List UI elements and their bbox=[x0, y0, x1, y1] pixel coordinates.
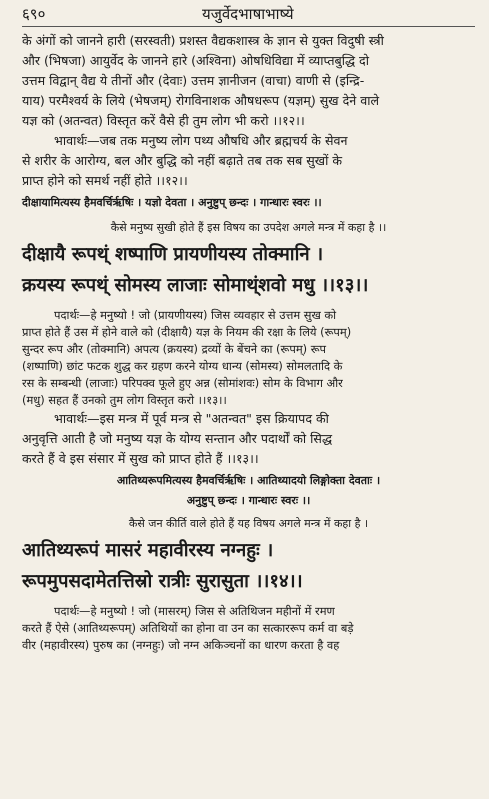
mantra-line: रूपमुपसदामेतत्तिस्रो रात्रीः सुरासुता ।।१४।। bbox=[22, 571, 303, 592]
text-line: सुन्दर रूप और (तोक्मानि) अपत्य (क्रयस्य) द्रव्यों के बेंचने का (रूपम्) रूप bbox=[22, 342, 327, 356]
text-line: और (भिषजा) आयुर्वेद के जानने हारे (अश्विना) ओषधिविद्या में व्याप्तबुद्धि दो bbox=[22, 53, 369, 68]
text-line: रस के सम्बन्धी (लाजाः) परिपक्व फूले हुए अन्न (सोमांशवः) सोम के विभाग और bbox=[22, 376, 343, 390]
page-number: ६९० bbox=[22, 5, 46, 23]
text-line: (शष्पाणि) छांट फटक शुद्ध कर ग्रहण करने योग्य धान्य (सोमस्य) सोमलतादि के bbox=[22, 359, 343, 373]
text-line: वीर (महावीरस्य) पुरुष का (नग्नहुः) जो नग्न अकिञ्चनों का धारण करता है वह bbox=[22, 638, 340, 652]
text-line: प्राप्त होने को समर्थ नहीं होते ।।१२।। bbox=[22, 173, 188, 188]
text-line: उत्तम विद्वान् वैद्य ये तीनों और (देवाः) उत्तम ज्ञानीजन (वाचा) वाणी से (इन्द्रि- bbox=[22, 73, 365, 88]
mantra-14 bbox=[22, 535, 475, 597]
bhavartha-1 bbox=[22, 131, 475, 191]
text-line: पदार्थः—हे मनुष्यो ! जो (प्रायणीयस्य) जिस व्यवहार से उत्तम सुख को bbox=[54, 308, 337, 322]
rishi-devata-line-1: दीक्षायामित्यस्य हैमवर्चिर्ऋषिः । यज्ञो देवता । अनुष्टुप् छन्दः । गान्धारः स्वरः ।। bbox=[22, 196, 322, 209]
rishi-devata-line-2: आतिथ्यरूपमित्यस्य हैमवर्चिर्ऋषिः । आतिथ्यादयो लिङ्गोक्ता देवताः । bbox=[116, 474, 381, 487]
top-paragraph bbox=[22, 31, 475, 131]
mantra-13 bbox=[22, 239, 475, 301]
running-title: यजुर्वेदभाषाभाष्ये bbox=[202, 5, 294, 23]
text-line: प्राप्त होते हैं उस में होने वाले को (दीक्षायै) यज्ञ के नियम की रक्षा के लिये (रूपम्) bbox=[22, 325, 352, 339]
page-header bbox=[22, 4, 475, 27]
text-line: अनुवृत्ति आती है जो मनुष्य यज्ञ के योग्य सन्तान और पदार्थों को सिद्ध bbox=[22, 431, 333, 446]
text-line: पदार्थः—हे मनुष्यो ! जो (मासरम्) जिस से अतिथिजन महीनों में रमण bbox=[54, 604, 335, 618]
text-line: भावार्थः—जब तक मनुष्य लोग पथ्य औषधि और ब्रह्मचर्य के सेवन bbox=[54, 133, 348, 148]
mantra-line: क्रयस्य रूपथ्ं सोमस्य लाजाः सोमाथ्ंशवो मधु ।।१३।। bbox=[22, 275, 369, 296]
mantra-intro-1: कैसे मनुष्य सुखी होते हैं इस विषय का उपदेश अगले मन्त्र में कहा है ।। bbox=[110, 221, 387, 234]
rishi-devata-line-3: अनुष्टुप् छन्दः । गान्धारः स्वरः ।। bbox=[186, 494, 311, 507]
mantra-intro-2: कैसे जन कीर्ति वाले होते हैं यह विषय अगले मन्त्र में कहा है । bbox=[128, 517, 369, 530]
text-line: याय) परमैश्वर्य के लिये (भेषजम्) रोगविनाशक औषधरूप (यज्ञम्) सुख देने वाले bbox=[22, 93, 380, 108]
mantra-line: दीक्षायै रूपथ्ं शष्पाणि प्रायणीयस्य तोक्मानि । bbox=[22, 244, 324, 265]
text-line: (मधु) सहत हैं उनको तुम लोग विस्तृत करो ।।१३।। bbox=[22, 393, 227, 407]
bhavartha-2 bbox=[22, 409, 475, 469]
text-line: भावार्थः—इस मन्त्र में पूर्व मन्त्र से "अतन्वत" इस क्रियापद की bbox=[54, 411, 329, 426]
padartha-2 bbox=[22, 603, 475, 654]
padartha-1 bbox=[22, 307, 475, 409]
text-line: से शरीर के आरोग्य, बल और बुद्धि को नहीं बढ़ाते तब तक सब सुखों के bbox=[22, 153, 343, 168]
rishi-devata-block-2 bbox=[22, 471, 475, 511]
mantra-line: आतिथ्यरूपं मासरं महावीरस्य नग्नहुः । bbox=[22, 540, 274, 561]
text-line: के अंगों को जानने हारी (सरस्वती) प्रशस्त वैद्यकशास्त्र के ज्ञान से युक्त विदुषी स्त्री bbox=[22, 33, 384, 48]
text-line: करते हैं वे इस संसार में सुख को प्राप्त होते हैं ।।१३।। bbox=[22, 451, 259, 466]
text-line: यज्ञ को (अतन्वत) विस्तृत करें वैसे ही तुम लोग भी करो ।।१२।। bbox=[22, 113, 305, 128]
text-line: करते हैं ऐसे (आतिथ्यरूपम्) अतिथियों का होना वा उन का सत्काररूप कर्म वा बड़े bbox=[22, 621, 354, 635]
